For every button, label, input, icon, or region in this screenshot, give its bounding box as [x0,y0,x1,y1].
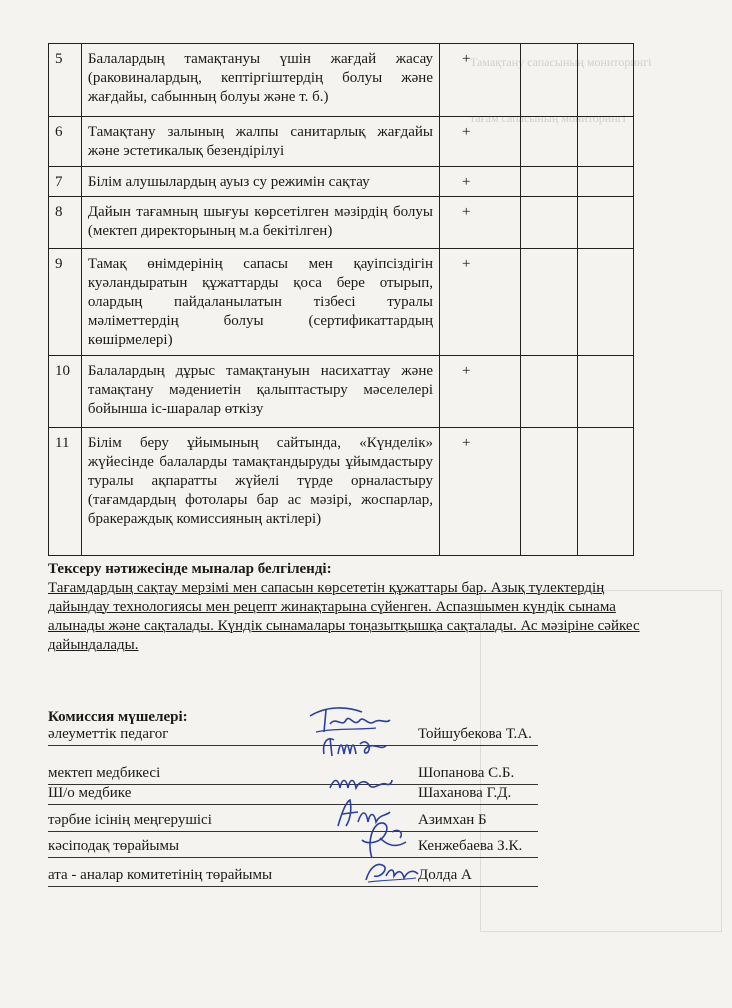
row-number: 7 [49,167,82,197]
empty-cell [521,428,577,556]
member-role: әлеуметтік педагог [48,726,169,742]
table-row [49,428,634,556]
empty-cell [521,249,577,356]
criterion-text: Білім алушылардың ауыз су режимін сақтау [81,167,439,197]
member-name: Азимхан Б [418,812,487,828]
table-row [49,197,634,249]
empty-cell [577,167,633,197]
row-number: 9 [49,249,82,356]
commission-member [48,726,538,748]
table-row [49,167,634,197]
empty-cell [521,197,577,249]
check-mark: + [440,249,521,356]
member-role: Ш/о медбике [48,785,132,801]
empty-cell [521,356,577,428]
table-row [49,117,634,167]
signature-shopanova [318,732,390,762]
row-number: 11 [49,428,82,556]
member-role: мектеп медбикесі [48,765,161,781]
commission-member [48,785,538,807]
signature-dolda [360,856,420,886]
bleed-through-text: Тамақтану сапасының мониторингі [470,55,652,69]
member-name: Шаханова Г.Д. [418,785,512,801]
check-mark: + [440,356,521,428]
check-mark: + [440,44,521,117]
commission-member [48,812,538,834]
row-number: 6 [49,117,82,167]
member-role: тәрбие ісінің меңгерушісі [48,812,212,828]
criterion-text: Білім беру ұйымының сайтында, «Күнделік» жүйесінде балаларды тамақтандыруды ұйымдастыру туралы ақпаратты жүйелі түрде орналастыру (тағамдардың фотолары бар ас мәзірі, жоспарлар, бракераждық комиссияның актілері) [81,428,439,556]
table-row [49,44,634,117]
criterion-text: Дайын тағамның шығуы көрсетілген мәзірдің болуы (мектеп директорының м.а бекітілген) [81,197,439,249]
member-name: Тойшубекова Т.А. [418,726,532,742]
criterion-text: Тамақ өнімдерінің сапасы мен қауіпсіздігін куәландыратын құжаттарды қоса бере отырып, олардың пайдаланылатын тізбесі туралы мәліметтердің болуы (сертификаттардың көшірмелері) [81,249,439,356]
bleed-through-text: тағам сапасының мониторингі [470,111,626,125]
signature-line [48,745,538,746]
member-role: кәсіподақ төрайымы [48,838,180,854]
commission-member [48,838,538,860]
signature-line [48,831,538,832]
criterion-text: Балалардың дұрыс тамақтануын насихаттау және тамақтану мәдениетін қалыптастыру мәселелері бойынша іс-шаралар өткізу [81,356,439,428]
findings-text: Тағамдардың сақтау мерзімі мен сапасын көрсететін құжаттары бар. Азық түлектердің дайындау технологиясы мен рецепт жинақтарына сүйенген. Аспазшымен күндік сынама алынады және сақталады. Күндік сынамалары тоңазытқышқа сақталады. Ас мәзіріне сәйкес дайындалады. [48,580,640,653]
signature-line [48,804,538,805]
row-number: 10 [49,356,82,428]
signature-line [48,886,538,887]
empty-cell [577,44,633,117]
row-number: 8 [49,197,82,249]
criterion-text: Тамақтану залының жалпы санитарлық жағдайы және эстетикалық безендірілуі [81,117,439,167]
criteria-table [48,43,634,556]
empty-cell [521,117,577,167]
empty-cell [577,428,633,556]
commission-title: Комиссия мүшелері: [48,709,188,725]
check-mark: + [440,428,521,556]
member-role: ата - аналар комитетінің төрайымы [48,867,273,883]
criterion-text: Балалардың тамақтануы үшін жағдай жасау (раковиналардың, кептіргіштердің болуы және жағдайы, сабынның болуы және т. б.) [81,44,439,117]
signature-line [48,857,538,858]
member-name: Шопанова С.Б. [418,765,515,781]
empty-cell [577,249,633,356]
check-mark: + [440,167,521,197]
row-number: 5 [49,44,82,117]
check-mark: + [440,117,521,167]
member-name: Кенжебаева З.К. [418,838,523,854]
empty-cell [577,356,633,428]
findings-section [48,560,648,655]
table-row [49,356,634,428]
empty-cell [521,44,577,117]
commission-member [48,867,538,889]
empty-cell [521,167,577,197]
empty-cell [577,197,633,249]
findings-heading: Тексеру нәтижесінде мыналар белгіленді: [48,561,332,577]
signature-shakhanova [326,770,394,798]
check-mark: + [440,197,521,249]
empty-cell [577,117,633,167]
table-row [49,249,634,356]
commission-member [48,765,538,787]
member-name: Долда А [418,867,472,883]
